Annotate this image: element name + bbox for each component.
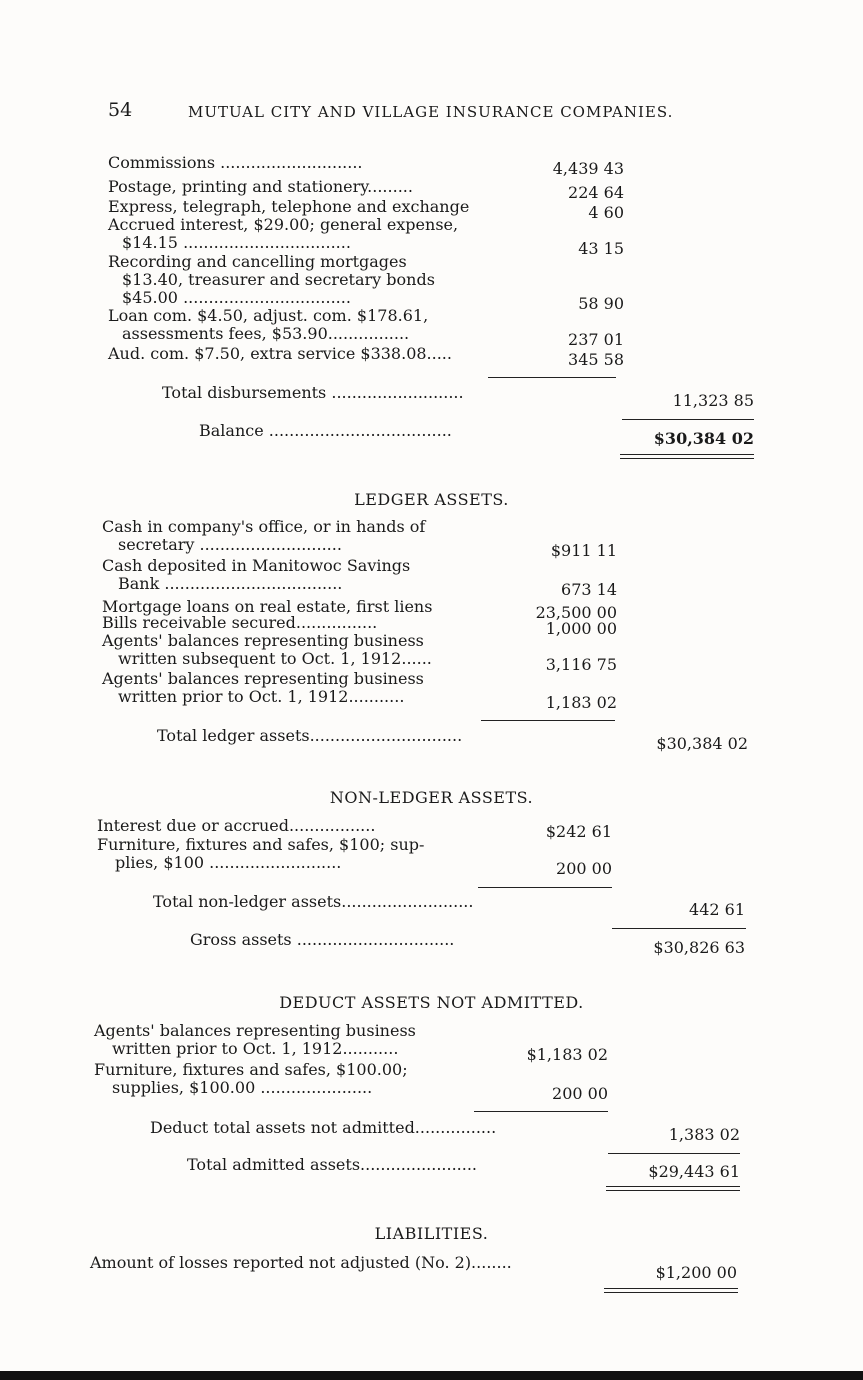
item-label: Agents' balances representing business [102, 631, 424, 650]
not-admitted-heading: DEDUCT ASSETS NOT ADMITTED. [279, 993, 584, 1012]
item-label: Furniture, fixtures and safes, $100.00; [94, 1060, 408, 1079]
ledger-assets-heading: LEDGER ASSETS. [354, 490, 509, 509]
item-label: Interest due or accrued................. [97, 816, 376, 835]
item-label: Commissions ............................ [108, 153, 363, 172]
item-label: Recording and cancelling mortgages [108, 252, 407, 271]
non-ledger-assets-heading: NON-LEDGER ASSETS. [329, 788, 534, 807]
column-rule [478, 887, 612, 888]
item-label: Mortgage loans on real estate, first liens [102, 597, 433, 616]
item-amount: $242 61 [545, 822, 612, 841]
item-amount: 345 58 [568, 350, 624, 369]
item-amount: 1,183 02 [545, 693, 617, 712]
item-amount: 4 60 [588, 203, 624, 222]
total-ledger-amount: $30,384 02 [656, 734, 748, 753]
balance-amount: $30,384 02 [653, 429, 754, 448]
column-rule [481, 720, 615, 721]
page-bottom-edge [0, 1371, 863, 1380]
gross-assets-amount: $30,826 63 [653, 938, 745, 957]
item-label: plies, $100 .......................... [115, 853, 342, 872]
item-label: supplies, $100.00 ...................... [112, 1078, 373, 1097]
item-label: $14.15 ................................. [122, 233, 351, 252]
item-label: Accrued interest, $29.00; general expense, [108, 215, 459, 234]
item-amount: 1,000 00 [545, 619, 617, 638]
item-amount: 23,500 00 [535, 603, 617, 622]
item-label: written prior to Oct. 1, 1912........... [112, 1039, 399, 1058]
losses-label: Amount of losses reported not adjusted (No. 2)........ [90, 1253, 512, 1272]
item-amount: 4,439 43 [552, 159, 624, 178]
total-rule [622, 419, 754, 420]
item-amount: 200 00 [556, 859, 612, 878]
item-label: Aud. com. $7.50, extra service $338.08..... [108, 344, 452, 363]
item-label: written subsequent to Oct. 1, 1912...... [118, 649, 432, 668]
deduct-total-amount: 1,383 02 [668, 1125, 740, 1144]
total-rule [608, 1153, 740, 1154]
item-label: Cash deposited in Manitowoc Savings [102, 556, 411, 575]
double-rule [606, 1186, 740, 1191]
item-label: Cash in company's office, or in hands of [102, 517, 426, 536]
item-label: Agents' balances representing business [102, 669, 424, 688]
double-rule [604, 1288, 738, 1293]
item-label: secretary ............................ [118, 535, 342, 554]
total-ledger-label: Total ledger assets.............................. [157, 726, 463, 745]
item-amount: 200 00 [552, 1084, 608, 1103]
item-label: Loan com. $4.50, adjust. com. $178.61, [108, 306, 429, 325]
item-label: Bills receivable secured................ [102, 613, 378, 632]
item-amount: $911 11 [550, 541, 617, 560]
item-label: Furniture, fixtures and safes, $100; sup- [97, 835, 425, 854]
item-label: written prior to Oct. 1, 1912........... [118, 687, 405, 706]
liabilities-heading: LIABILITIES. [374, 1224, 489, 1243]
column-rule [488, 377, 616, 378]
total-disbursements-amount: 11,323 85 [672, 391, 754, 410]
page-number: 54 [108, 99, 133, 121]
item-amount: 43 15 [578, 239, 624, 258]
item-label: assessments fees, $53.90................ [122, 324, 410, 343]
gross-assets-label: Gross assets ............................... [190, 930, 455, 949]
item-label: Agents' balances representing business [94, 1021, 416, 1040]
item-amount: 58 90 [578, 294, 624, 313]
total-admitted-amount: $29,443 61 [648, 1162, 740, 1181]
item-label: Postage, printing and stationery......... [108, 177, 413, 196]
item-label: $13.40, treasurer and secretary bonds [122, 270, 435, 289]
total-disbursements-label: Total disbursements .......................... [162, 383, 464, 402]
total-admitted-label: Total admitted assets....................... [187, 1155, 478, 1174]
page-title: MUTUAL CITY AND VILLAGE INSURANCE COMPANIES. [188, 103, 674, 121]
total-non-ledger-amount: 442 61 [689, 900, 745, 919]
losses-amount: $1,200 00 [655, 1263, 737, 1282]
total-non-ledger-label: Total non-ledger assets.......................... [153, 892, 474, 911]
item-amount: $1,183 02 [526, 1045, 608, 1064]
item-amount: 237 01 [568, 330, 624, 349]
total-rule [612, 928, 746, 929]
balance-label: Balance .................................... [199, 421, 452, 440]
item-label: Express, telegraph, telephone and exchange [108, 197, 470, 216]
item-label: $45.00 ................................. [122, 288, 351, 307]
double-rule [620, 454, 754, 459]
item-amount: 224 64 [568, 183, 624, 202]
item-label: Bank ................................... [118, 574, 343, 593]
column-rule [474, 1111, 608, 1112]
item-amount: 3,116 75 [545, 655, 617, 674]
item-amount: 673 14 [561, 580, 617, 599]
deduct-total-label: Deduct total assets not admitted................ [150, 1118, 497, 1137]
